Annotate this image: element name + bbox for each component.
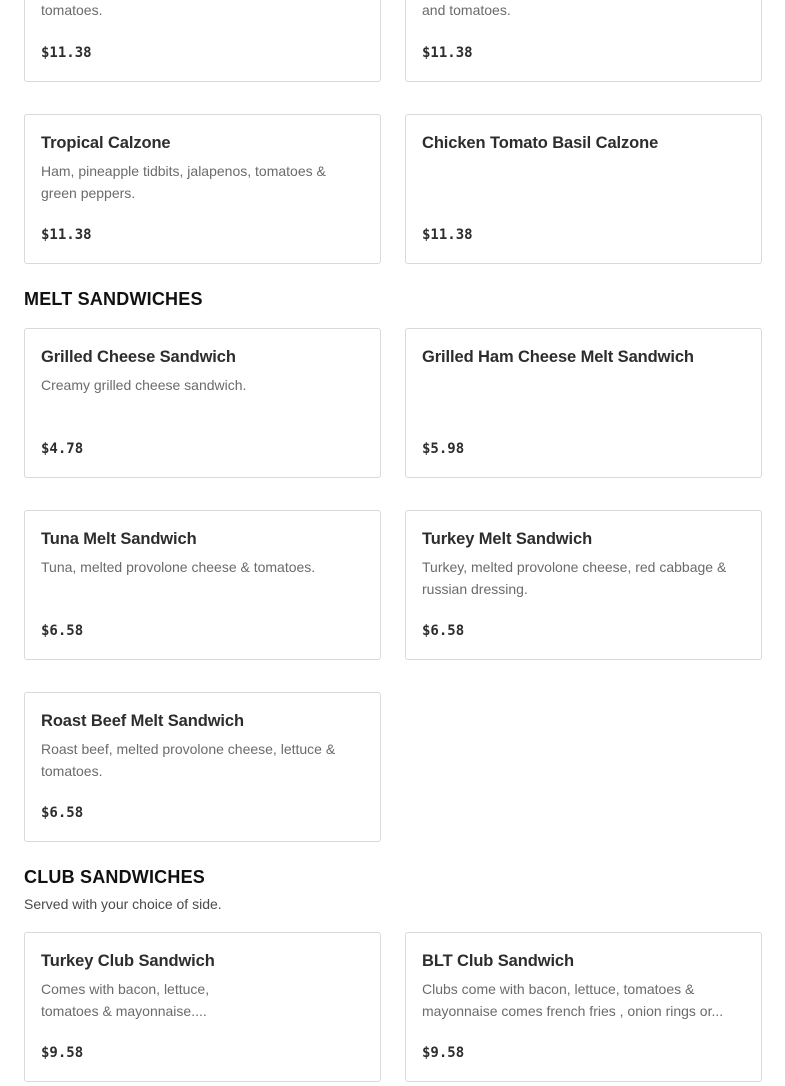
- item-name: Tuna Melt Sandwich: [41, 530, 197, 548]
- section-title: CLUB SANDWICHES: [24, 867, 205, 887]
- item-price: $11.38: [422, 45, 473, 61]
- section-title: MELT SANDWICHES: [24, 289, 203, 309]
- menu-item-card[interactable]: [24, 114, 381, 264]
- menu-item-card[interactable]: [405, 510, 762, 660]
- item-price: $9.58: [422, 1045, 465, 1061]
- item-name: Tropical Calzone: [41, 134, 171, 152]
- item-name: Turkey Club Sandwich: [41, 952, 215, 970]
- menu-item-card[interactable]: [24, 0, 381, 82]
- menu-item-card[interactable]: [24, 510, 381, 660]
- item-name: Grilled Cheese Sandwich: [41, 348, 236, 366]
- item-description: Creamy grilled cheese sandwich.: [41, 377, 247, 393]
- item-price: $11.38: [422, 227, 473, 243]
- item-description: Roast beef, melted provolone cheese, lettuce & tomatoes.: [41, 741, 336, 779]
- menu-item-card[interactable]: [24, 328, 381, 478]
- item-name: Turkey Melt Sandwich: [422, 530, 593, 548]
- menu-item-card[interactable]: [405, 114, 762, 264]
- item-name: Chicken Tomato Basil Calzone: [422, 134, 659, 152]
- menu-item-card[interactable]: [405, 932, 762, 1082]
- item-price: $11.38: [41, 45, 92, 61]
- item-description: Turkey, melted provolone cheese, red cabbage & russian dressing.: [422, 559, 727, 597]
- item-price: $6.58: [41, 805, 84, 821]
- item-description: Comes with bacon, lettuce, tomatoes & mayonnaise....: [41, 981, 210, 1019]
- menu-item-card[interactable]: [24, 932, 381, 1082]
- item-price: $11.38: [41, 227, 92, 243]
- item-price: $9.58: [41, 1045, 84, 1061]
- item-price: $4.78: [41, 441, 84, 457]
- item-name: Roast Beef Melt Sandwich: [41, 712, 244, 730]
- menu-item-card[interactable]: [24, 692, 381, 842]
- menu-item-card[interactable]: [405, 0, 762, 82]
- item-description: tomatoes.: [41, 2, 103, 18]
- item-price: $6.58: [422, 623, 465, 639]
- section-subtitle: Served with your choice of side.: [24, 896, 222, 912]
- item-name: BLT Club Sandwich: [422, 952, 574, 970]
- item-price: $5.98: [422, 441, 465, 457]
- item-description: Clubs come with bacon, lettuce, tomatoes & mayonnaise comes french fries , onion rings or...: [422, 981, 724, 1019]
- item-description: and tomatoes.: [422, 2, 511, 18]
- menu-item-card[interactable]: [405, 328, 762, 478]
- item-price: $6.58: [41, 623, 84, 639]
- item-name: Grilled Ham Cheese Melt Sandwich: [422, 348, 694, 366]
- item-description: Ham, pineapple tidbits, jalapenos, tomatoes & green peppers.: [41, 163, 326, 201]
- item-description: Tuna, melted provolone cheese & tomatoes.: [41, 559, 316, 575]
